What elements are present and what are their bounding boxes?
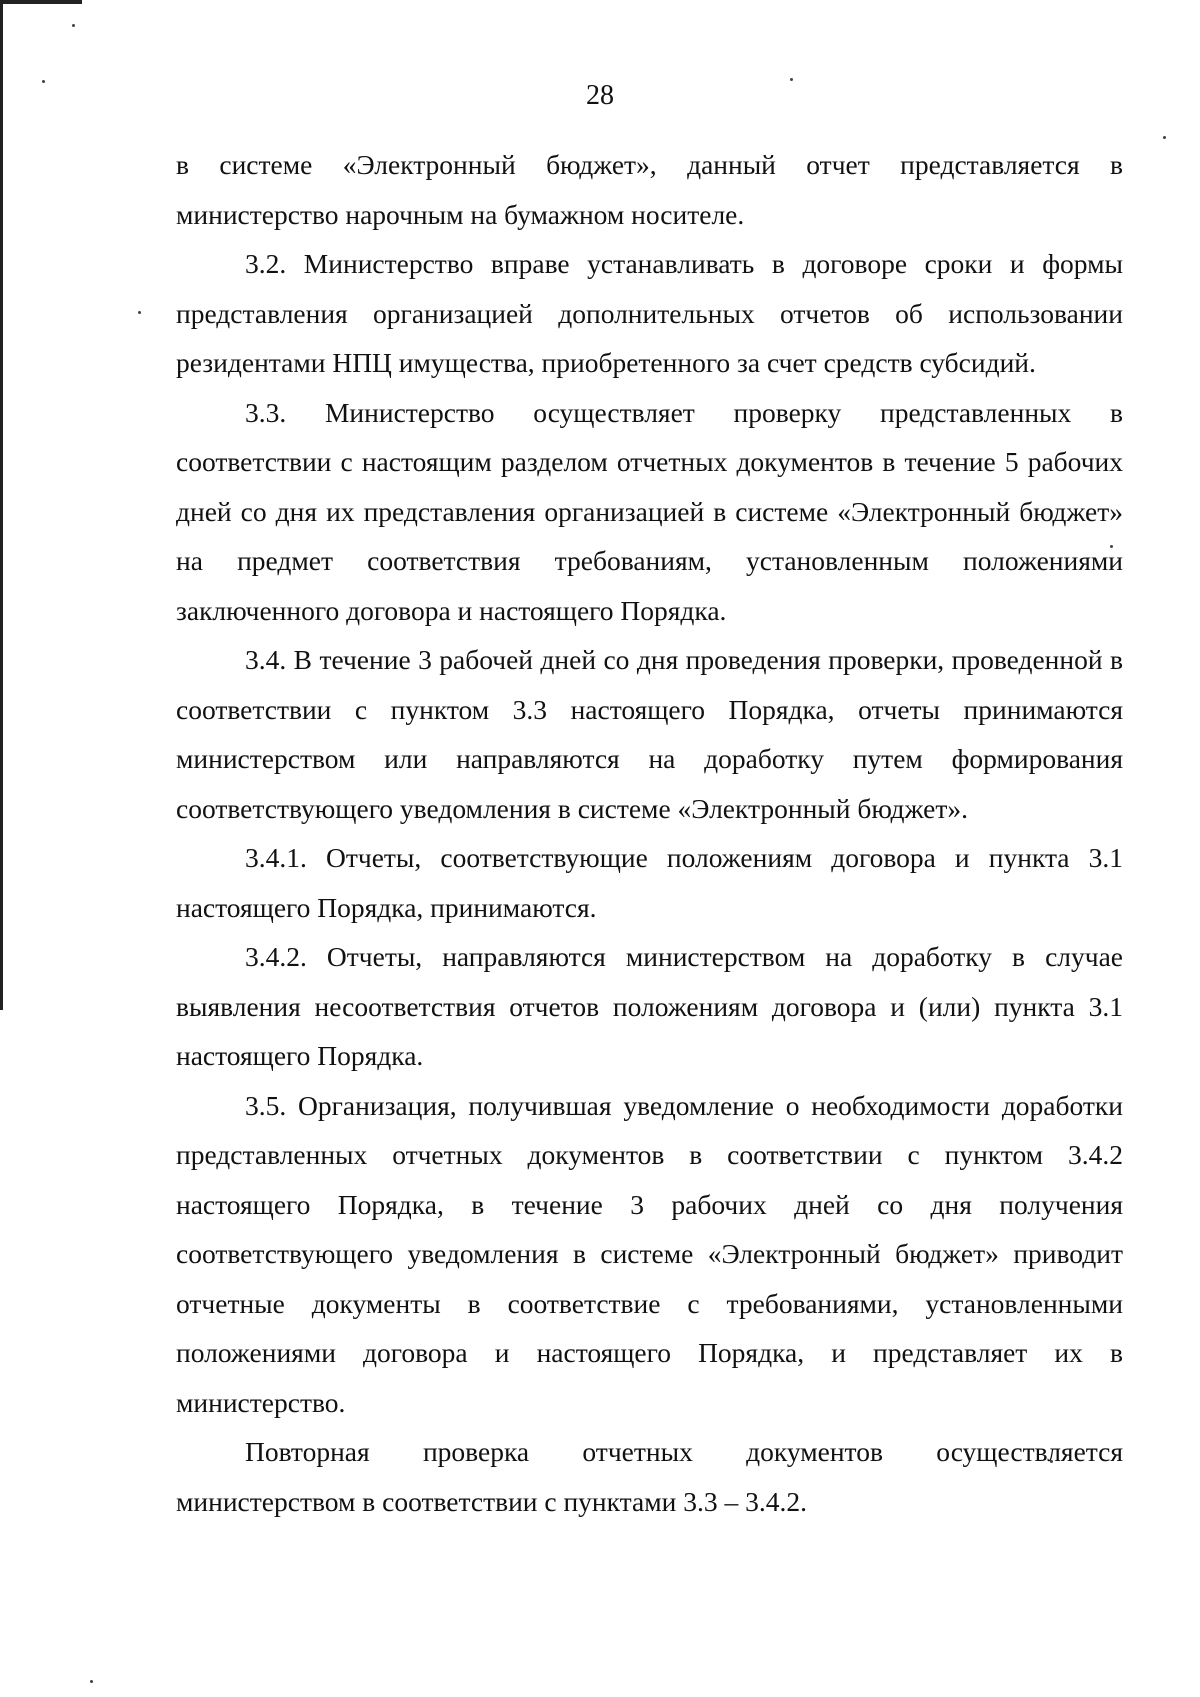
scan-speck [790,78,793,81]
scan-speck [1163,136,1166,139]
scan-speck [72,24,75,27]
paragraph-3-3: 3.3. Министерство осуществляет проверку представленных в соответствии с настоящим разделом отчетных документов в течение 5 рабочих дней со дня их представления организацией в системе «Электронный бюджет» на предмет соответствия требованиям, установленным положениями заключенного договора и настоящего Порядка. [176,396,1123,626]
scan-speck [138,311,141,314]
document-body [176,140,1123,1526]
paragraph-continuation: в системе «Электронный бюджет», данный отчет представляется в министерство нарочным на бумажном носителе. [176,149,1123,230]
page-number: 28 [586,80,614,111]
paragraph-3-4-1: 3.4.1. Отчеты, соответствующие положениям договора и пункта 3.1 настоящего Порядка, принимаются. [176,842,1123,923]
paragraph-3-5: 3.5. Организация, получившая уведомление о необходимости доработки представленных отчетных документов в соответствии с пунктом 3.4.2 настоящего Порядка, в течение 3 рабочих дней со дня получения соответствующего уведомления в системе «Электронный бюджет» приводит отчетные документы в соответствие с требованиями, установленными положениями договора и настоящего Порядка, и представляет их в министерство. [176,1089,1123,1418]
paragraph-3-2: 3.2. Министерство вправе устанавливать в договоре сроки и формы представления организацией дополнительных отчетов об использовании резидентами НПЦ имущества, приобретенного за счет средств субсидий. [176,248,1123,378]
scan-speck [90,1680,93,1683]
paragraph-repeat-check: Повторная проверка отчетных документов осуществляется министерством в соответствии с пунктами 3.3 – 3.4.2. [176,1436,1123,1517]
paragraph-3-4: 3.4. В течение 3 рабочей дней со дня проведения проверки, проведенной в соответствии с пунктом 3.3 настоящего Порядка, отчеты принимаются министерством или направляются на доработку путем формирования соответствующего уведомления в системе «Электронный бюджет». [176,644,1123,824]
scan-left-edge [0,0,3,1010]
paragraph-3-4-2: 3.4.2. Отчеты, направляются министерством на доработку в случае выявления несоответствия отчетов положениям договора и (или) пункта 3.1 настоящего Порядка. [176,941,1123,1071]
scan-top-mark [0,0,82,4]
